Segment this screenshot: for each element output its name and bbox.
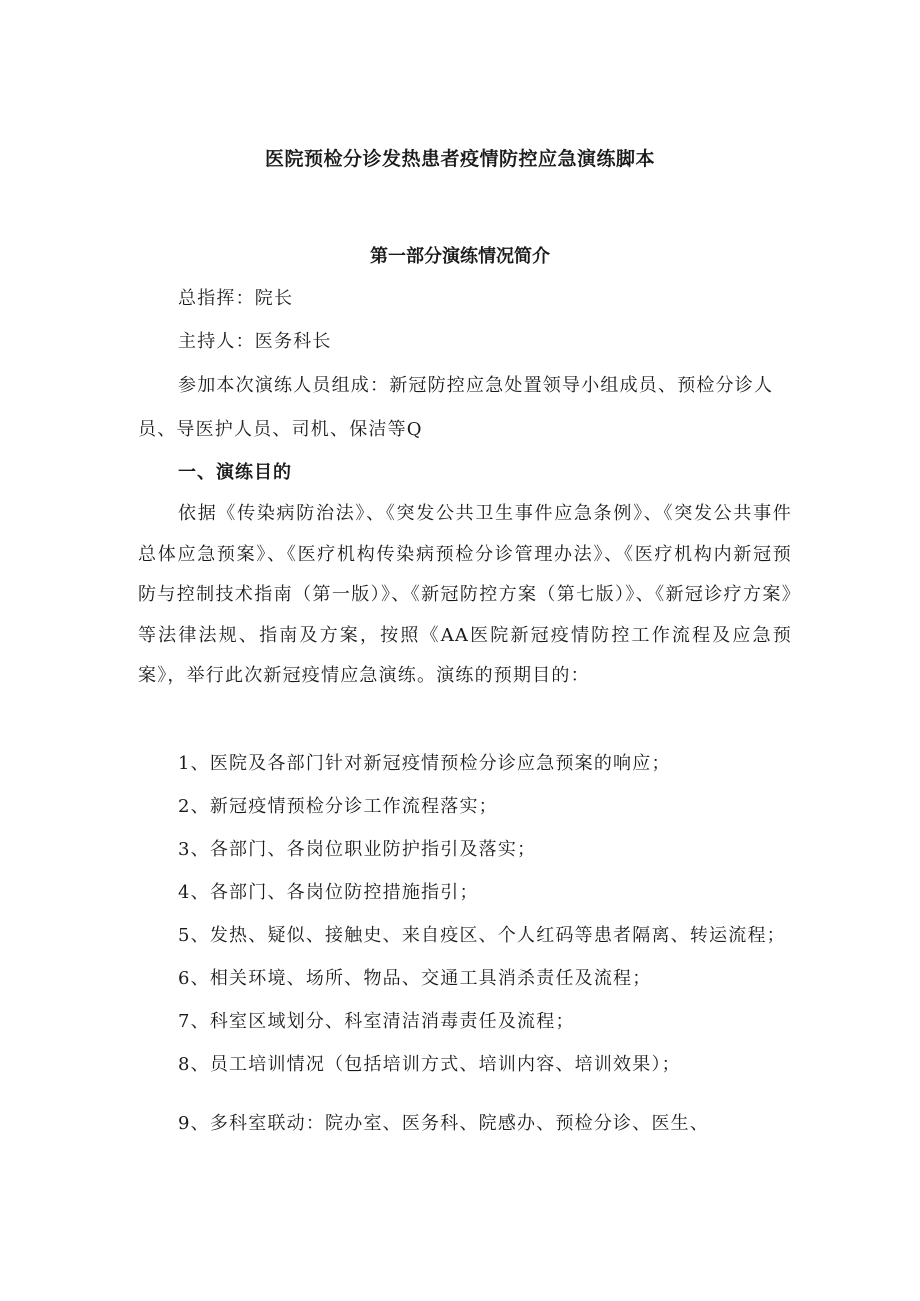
purpose-paragraph: 依据《传染病防治法》、《突发公共卫生事件应急条例》、《突发公共事件总体应急预案》、《医疗机构传染病预检分诊管理办法》、《医疗机构内新冠预防与控制技术指南（第一版）》、《新冠防控方案（第七版）》、《新冠诊疗方案》等法律法规、指南及方案，按照《AA医院新冠疫情防控工作流程及应急预案》，举行此次新冠疫情应急演练。演练的预期目的： — [138, 503, 792, 686]
goal-item-9: 9、多科室联动：院办室、医务科、院感办、预检分诊、医生、 — [178, 1113, 710, 1134]
goal-item-3: 3、各部门、各岗位职业防护指引及落实； — [178, 839, 537, 860]
goal-item-8: 8、员工培训情况（包括培训方式、培训内容、培训效果）； — [178, 1054, 681, 1075]
goal-item-1: 1、医院及各部门针对新冠疫情预检分诊应急预案的响应； — [178, 753, 671, 774]
goal-item-4: 4、各部门、各岗位防控措施指引； — [178, 882, 479, 903]
document-title: 医院预检分诊发热患者疫情防控应急演练脚本 — [264, 148, 655, 170]
participants-line-1: 参加本次演练人员组成：新冠防控应急处置领导小组成员、预检分诊人 — [178, 375, 774, 396]
goal-item-6: 6、相关环境、场所、物品、交通工具消杀责任及流程； — [178, 968, 652, 989]
goal-item-2: 2、新冠疫情预检分诊工作流程落实； — [178, 796, 498, 817]
goal-item-7: 7、科室区域划分、科室清洁消毒责任及流程； — [178, 1011, 575, 1032]
goal-item-5: 5、发热、疑似、接触史、来自疫区、个人红码等患者隔离、转运流程； — [178, 925, 786, 946]
host-line: 主持人：医务科长 — [178, 331, 332, 352]
part-title: 第一部分演练情况简介 — [370, 246, 550, 267]
commander-line: 总指挥：院长 — [178, 288, 294, 309]
purpose-heading: 一、演练目的 — [178, 462, 292, 483]
participants-line-2: 员、导医护人员、司机、保洁等Q — [138, 419, 423, 440]
